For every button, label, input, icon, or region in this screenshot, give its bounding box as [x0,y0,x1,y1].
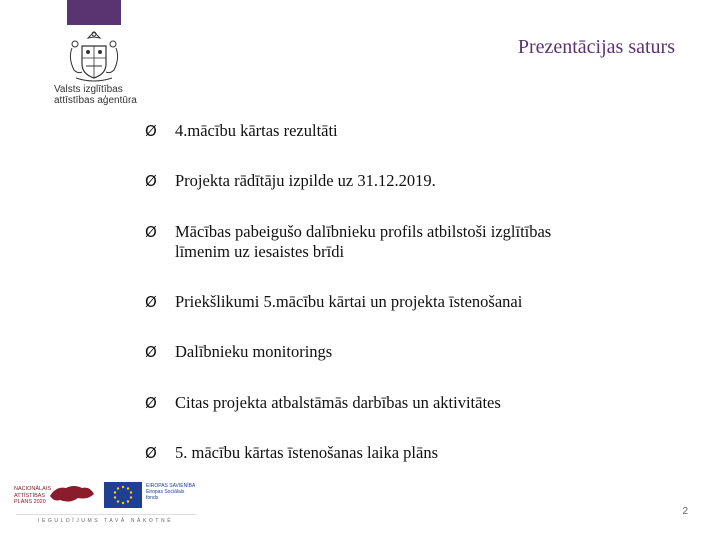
agency-name-line2: attīstības aģentūra [54,95,137,106]
national-plan-line2: ATTĪSTĪBAS [14,492,46,499]
agenda-item [145,393,665,413]
agenda-item-text [175,222,665,262]
agenda-item-line1: Mācības pabeigušo dalībnieku profils atbilstoši izglītības [175,222,552,241]
arrow-bullet-icon: Ø [145,293,157,311]
agenda-item [145,222,665,262]
agenda-item [145,342,665,362]
footer-tagline: IEGULDĪJUMS TAVĀ NĀKOTNĒ [38,518,174,524]
agenda-item-text: Citas projekta atbalstāmās darbības un aktivitātes [175,393,501,412]
agenda-item-text: Dalībnieku monitorings [175,342,333,361]
agenda-item-text: 4.mācību kārtas rezultāti [175,121,338,140]
agenda-item [145,121,665,141]
eu-line1: EIROPAS SAVIENĪBA [146,483,196,489]
agenda-item-line2: līmenim uz iesaistes brīdi [175,242,345,261]
agency-name [54,84,140,106]
page-title: Prezentācijas saturs [517,36,675,58]
header-color-block [67,0,121,25]
national-plan-line3: PLĀNS 2020 [14,499,46,505]
agenda-item [145,171,665,191]
latvia-map-icon [48,482,96,506]
arrow-bullet-icon: Ø [145,394,157,412]
arrow-bullet-icon: Ø [145,444,157,462]
page-number: 2 [682,506,688,517]
arrow-bullet-icon: Ø [145,343,157,361]
agenda-item [145,292,665,312]
arrow-bullet-icon: Ø [145,122,157,140]
agenda-item-text: 5. mācību kārtas īstenošanas laika plāns [175,443,439,462]
eu-fund-label [146,483,195,501]
eu-line2: Eiropas Sociālais [146,489,185,495]
agenda-item-text: Projekta rādītāju izpilde uz 31.12.2019. [175,171,436,190]
agency-name-line1: Valsts izglītības [54,84,123,95]
footer-divider [16,514,196,515]
eu-flag-icon [104,482,142,508]
footer-logos [8,478,198,528]
arrow-bullet-icon: Ø [145,223,157,241]
eu-line3: fonds [146,495,159,501]
arrow-bullet-icon: Ø [145,172,157,190]
agenda-item [145,443,665,463]
national-plan-logo [14,486,51,506]
agenda-item-text: Priekšlikumi 5.mācību kārtai un projekta īstenošanai [175,292,523,311]
national-plan-line1: NACIONĀLAIS [14,486,51,492]
coat-of-arms-icon [64,28,124,86]
agency-logo [50,28,140,118]
